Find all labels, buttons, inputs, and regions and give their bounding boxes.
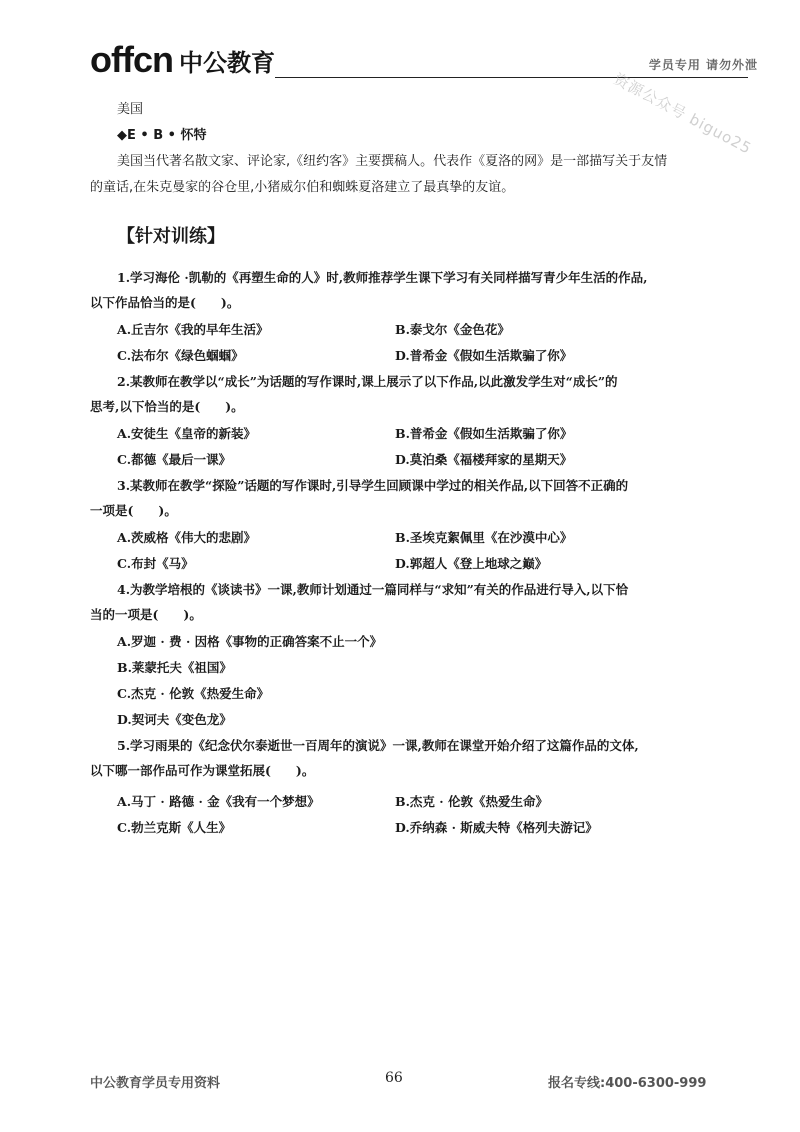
question-4-option-b: B.莱蒙托夫《祖国》 xyxy=(117,660,232,675)
header-tag: 学员专用 请勿外泄 xyxy=(648,58,758,72)
question-3-option-b: B.圣埃克絮佩里《在沙漠中心》 xyxy=(395,530,573,545)
footer-hotline: 报名专线:400-6300-999 xyxy=(548,1076,707,1091)
question-5-option-d: D.乔纳森 · 斯威夫特《格列夫游记》 xyxy=(395,820,598,835)
question-5-option-c: C.勃兰克斯《人生》 xyxy=(117,820,232,835)
question-3-line1: 3.某教师在教学“探险”话题的写作课时,引导学生回顾课中学过的相关作品,以下回答不正确的 xyxy=(117,478,629,493)
question-2-line2: 思考,以下恰当的是( )。 xyxy=(90,399,244,414)
question-1-option-b: B.泰戈尔《金色花》 xyxy=(395,322,510,337)
question-4-option-a: A.罗迦 · 费 · 因格《事物的正确答案不止一个》 xyxy=(117,634,383,649)
intro-country: 美国 xyxy=(117,102,144,117)
question-4-line1: 4.为教学培根的《谈读书》一课,教师计划通过一篇同样与“求知”有关的作品进行导入,以下恰 xyxy=(117,582,629,597)
question-3-option-d: D.郭超人《登上地球之巅》 xyxy=(395,556,548,571)
question-1-option-a: A.丘吉尔《我的早年生活》 xyxy=(117,322,269,337)
question-1-line1: 1.学习海伦 ·凯勒的《再塑生命的人》时,教师推荐学生课下学习有关同样描写青少年生活的作品, xyxy=(117,270,648,285)
question-3-option-a: A.茨威格《伟大的悲剧》 xyxy=(117,530,257,545)
question-5-option-b: B.杰克 · 伦敦《热爱生命》 xyxy=(395,794,548,809)
question-3-option-c: C.布封《马》 xyxy=(117,556,194,571)
header-rule xyxy=(275,77,748,78)
offcn-logo xyxy=(90,39,275,80)
question-5-line1: 5.学习雨果的《纪念伏尔泰逝世一百周年的演说》一课,教师在课堂开始介绍了这篇作品的文体, xyxy=(117,738,639,753)
intro-author-heading: ◆E • B • 怀特 xyxy=(117,128,207,143)
section-title: 【针对训练】 xyxy=(117,226,225,247)
question-5-option-a: A.马丁 · 路德 · 金《我有一个梦想》 xyxy=(117,794,320,809)
question-2-option-a: A.安徒生《皇帝的新装》 xyxy=(117,426,257,441)
intro-desc-line2: 的童话,在朱克曼家的谷仓里,小猪威尔伯和蜘蛛夏洛建立了最真挚的友谊。 xyxy=(90,180,515,195)
question-1-option-d: D.普希金《假如生活欺骗了你》 xyxy=(395,348,573,363)
intro-desc-line1: 美国当代著名散文家、评论家,《纽约客》主要撰稿人。代表作《夏洛的网》是一部描写关于友情 xyxy=(117,154,668,169)
page-number: 66 xyxy=(385,1070,403,1086)
watermark: 资源公众号 biguo25 xyxy=(610,69,755,158)
question-4-option-d: D.契诃夫《变色龙》 xyxy=(117,712,232,727)
question-2-option-b: B.普希金《假如生活欺骗了你》 xyxy=(395,426,573,441)
question-1-option-c: C.法布尔《绿色蝈蝈》 xyxy=(117,348,244,363)
question-5-line2: 以下哪一部作品可作为课堂拓展( )。 xyxy=(90,763,315,778)
question-2-option-c: C.都德《最后一课》 xyxy=(117,452,232,467)
question-4-line2: 当的一项是( )。 xyxy=(90,607,202,622)
logo-cn-text: 中公教育 xyxy=(178,49,275,77)
question-2-option-d: D.莫泊桑《福楼拜家的星期天》 xyxy=(395,452,573,467)
question-2-line1: 2.某教师在教学以“成长”为话题的写作课时,课上展示了以下作品,以此激发学生对“成长”的 xyxy=(117,374,618,389)
footer-left: 中公教育学员专用资料 xyxy=(90,1076,221,1091)
logo-latin-text: offcn xyxy=(90,39,173,80)
question-1-line2: 以下作品恰当的是( )。 xyxy=(90,295,240,310)
question-3-line2: 一项是( )。 xyxy=(90,503,177,518)
question-4-option-c: C.杰克 · 伦敦《热爱生命》 xyxy=(117,686,270,701)
